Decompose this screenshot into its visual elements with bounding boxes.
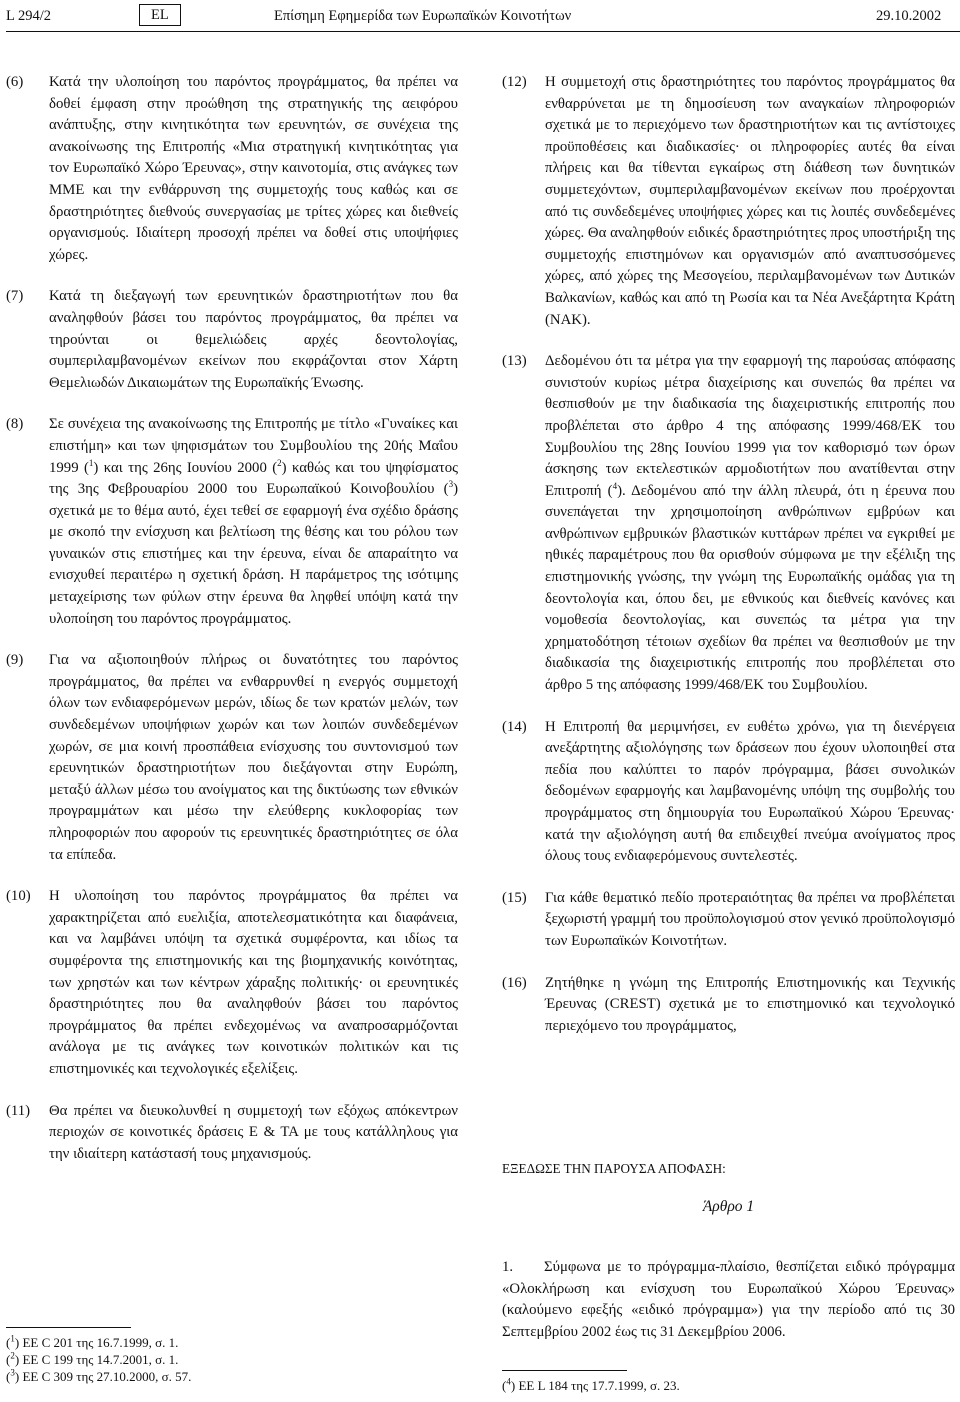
footnote: ($^2$) ΕΕ C 199 της 14.7.2001, σ. 1. [6,1350,179,1367]
recital-13: (13) Δεδομένου ότι τα μέτρα για την εφαρμογή της παρούσας απόφασης συνιστούν κυρίως μέτρα διαχείρισης και συνεπώς θα πρέπει να θεσπισθούν με την διαδικασία της διαχειριστικής επιτροπής που προβλέπεται στο άρθρο 4 της απόφασης 1999/468/ΕΚ του Συμβουλίου της 28ης Ιουνίου 1999 για τον καθορισμό των όρων άσκησης των εκτελεστικών αρμοδιοτήτων που ανατίθενται στην Επιτροπή ($^4$). Δεδομένου από την άλλη πλευρά, ότι η έρευνα που συνεπάγεται την χρησιμοποίηση ανθρώπινων εμβρύων και ανθρώπινων εμβρυικών βλαστικών κυττάρων πρέπει να εγκριθεί με ηθικές παραμέτρους που θα ορισθούν σύμφωνα με την εξέλιξη της επιστημονικής γνώσης, την γνώμη της Ευρωπαϊκής ομάδας για τη δεοντολογία και, όπου δει, με εθνικούς και διεθνείς κανόνες και νομοθεσία δεοντολογίας, και συνεπώς τα μέτρα για την χρηματοδότηση τέτοιων σχεδίων θα πρέπει να θεσπισθούν με την διαδικασία της διαχειριστικής επιτροπής που προβλέπεται στο άρθρο 5 της απόφασης 1999/468/ΕΚ του Συμβουλίου. [502,353,955,694]
header-rule [6,31,960,32]
page-reference: L 294/2 [6,8,51,24]
page-header [6,4,960,28]
recital-6: (6) Κατά την υλοποίηση του παρόντος προγράμματος, θα πρέπει να δοθεί έμφαση στην προώθηση της στρατηγικής της αειφόρου ανάπτυξης, στην κινητικότητα των ερευνητών, σε συνέχεια της ανακοίνωσης της Επιτροπής «Μια στρατηγική κινητικότητας για τον Ευρωπαϊκό Χώρο Έρευνας», στην καινοτομία, στις ανάγκες των ΜΜΕ και την ενθάρρυνση της συμμετοχής τους καθώς και σε δραστηριότητες διεθνούς συνεργασίας με τρίτες χώρες και διεθνείς οργανισμούς. Ιδιαίτερη προσοχή πρέπει να δοθεί στις υποψήφιες χώρες. [6,74,458,263]
left-column [6,72,458,1187]
recital-9: (9) Για να αξιοποιηθούν πλήρως οι δυνατότητες του παρόντος προγράμματος, θα πρέπει να ενθαρρυνθεί η ενεργός συμμετοχή όλων των ενδιαφερόμενων μερών, ιδίως δε των κρατών μελών, των συνδεδεμένων υποψήφιων χωρών και των λοιπών συνδεδεμένων χωρών, σε μια κοινή προσπάθεια ενίσχυσης του συντονισμού των ερευνητικών δραστηριοτήτων που διεξάγονται στην Ευρώπη, μεταξύ άλλων μέσω του ανοίγματος και της δικτύωσης των εθνικών προγραμμάτων και μέσω την ελεύθερης κυκλοφορίας των πληροφοριών που αφορούν τις ερευνητικές δραστηριότητες σε όλα τα επίπεδα. [6,652,458,863]
article-paragraph-number: 1. [502,1259,514,1275]
footnote-rule-left [6,1327,131,1328]
recital-10: (10) Η υλοποίηση του παρόντος προγράμματος θα πρέπει να χαρακτηρίζεται από ευελιξία, αποτελεσματικότητα και διαφάνεια, και να λαμβάνει υπόψη τα σχετικά συμφέροντα, και ιδίως τα συμφέροντα της επιστημονικής και της βιομηχανικής κοινότητας, των χρηστών και των κέντρων χάραξης πολιτικής· οι ερευνητικές δραστηριότητες που θα αναληφθούν βάσει του παρόντος προγράμματος θα πρέπει ενδεχομένως να αναπροσαρμόζονται ανάλογα με τις ανάγκες των κοινοτικών πολιτικών και τις επιστημονικές και τεχνολογικές εξελίξεις. [6,888,458,1077]
article-title: Άρθρο 1 [702,1198,755,1215]
right-column [502,72,955,1059]
recital-14: (14) Η Επιτροπή θα μεριμνήσει, εν ευθέτω χρόνω, για τη διενέργεια ανεξάρτητης αξιολόγησης των δράσεων που έχουν υλοποιηθεί στα πεδία που καλύπτει το παρόν πρόγραμμα, βάσει συνολικών δεδομένων εφαρμογής και λαμβανομένης υπόψη της συμβολής του προγράμματος στη δημιουργία του Ευρωπαϊκού Χώρου Έρευνας· κατά την αξιολόγηση αυτή θα επιδειχθεί πνεύμα ανοίγματος προς όλους τους ενδιαφερόμενους συντελεστές. [502,718,955,865]
footnote-rule-right [502,1370,627,1371]
publication-date: 29.10.2002 [876,8,942,24]
recital-16: (16) Ζητήθηκε η γνώμη της Επιτροπής Επιστημονικής και Τεχνικής Έρευνας (CREST) σχετικά με το επιστημονικό και τεχνολογικό περιεχόμενο του προγράμματος, [502,974,955,1034]
footnote: ($^1$) ΕΕ C 201 της 16.7.1999, σ. 1. [6,1333,179,1350]
article-paragraph: 1. Σύμφωνα με το πρόγραμμα-πλαίσιο, θεσπίζεται ειδικό πρόγραμμα «Ολοκλήρωση και ενίσχυση του Ευρωπαϊκού Χώρου Έρευνας» (καλούμενο εφεξής «ειδικό πρόγραμμα») για την περίοδο από τις 30 Σεπτεμβρίου 2002 έως τις 31 Δεκεμβρίου 2006. [502,1259,955,1340]
footnote-ref[interactable]: 4 [612,480,618,491]
journal-title: Επίσημη Εφημερίδα των Ευρωπαϊκών Κοινοτήτων [274,8,572,24]
footnote-ref[interactable]: 1 [88,457,94,468]
footnote: ($^4$) ΕΕ L 184 της 17.7.1999, σ. 23. [502,1376,680,1393]
decision-heading: ΕΞΕΔΩΣΕ ΤΗΝ ΠΑΡΟΥΣΑ ΑΠΟΦΑΣΗ: [502,1161,726,1176]
recital-11: (11) Θα πρέπει να διευκολυνθεί η συμμετοχή των εξόχως απόκεντρων περιοχών σε κοινοτικές δράσεις Ε & ΤΑ με τους κατάλληλους για την ιδιαίτερη κατάστασή τους μηχανισμούς. [6,1102,458,1162]
recital-8: (8) Σε συνέχεια της ανακοίνωσης της Επιτροπής με τίτλο «Γυναίκες και επιστήμη» και των ψηφισμάτων του Συμβουλίου της 20ής Μαΐου 1999 ($^1$) και της 26ης Ιουνίου 2000 ($^2$) καθώς και του ψηφίσματος της 3ης Φεβρουαρίου 2000 του Ευρωπαϊκού Κοινοβουλίου ($^3$) σχετικά με το θέμα αυτό, έχει τεθεί σε εφαρμογή ένα σχέδιο δράσης με σκοπό την ενίσχυση και βελτίωση της θέσης και του ρόλου των γυναικών στις επιστήμες και την έρευνα, είναι δε απαραίτητο να ενισχυθεί περαιτέρω η σχετική δράση. Η παράμετρος της ισότιμης μεταχείρισης των φύλων στην έρευνα θα ληφθεί υπόψη κατά την υλοποίηση του παρόντος προγράμματος. [6,416,458,627]
recital-12: (12) Η συμμετοχή στις δραστηριότητες του παρόντος προγράμματος θα ενθαρρύνεται με τη δημοσίευση των αναγκαίων πληροφοριών σχετικά με το περιεχόμενο των δραστηριοτήτων και τις αντίστοιχες προϋποθέσεις και διαδικασίες· οι πληροφορίες αυτές θα είναι πλήρεις και θα τίθενται εγκαίρως στη διάθεση των δυνητικών συμμετεχόντων, συμπεριλαμβανομένων εκείνων που προέρχονται από τις συνδεδεμένες υποψήφιες χώρες και τις λοιπές συνδεδεμένες χώρες. Θα αναληφθούν ειδικές δραστηριότητες προς υποστήριξη της συμμετοχής επιστημόνων και οργανισμών από αναπτυσσόμενες χώρες, από χώρες της Μεσογείου, περιλαμβανομένων των Δυτικών Βαλκανίων, καθώς και από τη Ρωσία και τα Νέα Ανεξάρτητα Κράτη (ΝΑΚ). [502,74,955,328]
recital-7: (7) Κατά τη διεξαγωγή των ερευνητικών δραστηριοτήτων που θα αναληφθούν βάσει του παρόντος προγράμματος, θα πρέπει να τηρούνται οι θεμελιώδεις αρχές δεοντολογίας, συμπεριλαμβανομένων εκείνων που εκφράζονται στον Χάρτη Θεμελιωδών Δικαιωμάτων της Ευρωπαϊκής Ένωσης. [6,288,458,391]
recital-15: (15) Για κάθε θεματικό πεδίο προτεραιότητας θα πρέπει να προβλέπεται ξεχωριστή γραμμή του προϋπολογισμού στον γενικό προϋπολογισμό των Ευρωπαϊκών Κοινοτήτων. [502,889,955,949]
language-code: EL [139,4,181,26]
footnote: ($^3$) ΕΕ C 309 της 27.10.2000, σ. 57. [6,1367,192,1384]
footnote-ref[interactable]: 3 [448,479,454,490]
footnote-ref[interactable]: 2 [277,457,282,468]
